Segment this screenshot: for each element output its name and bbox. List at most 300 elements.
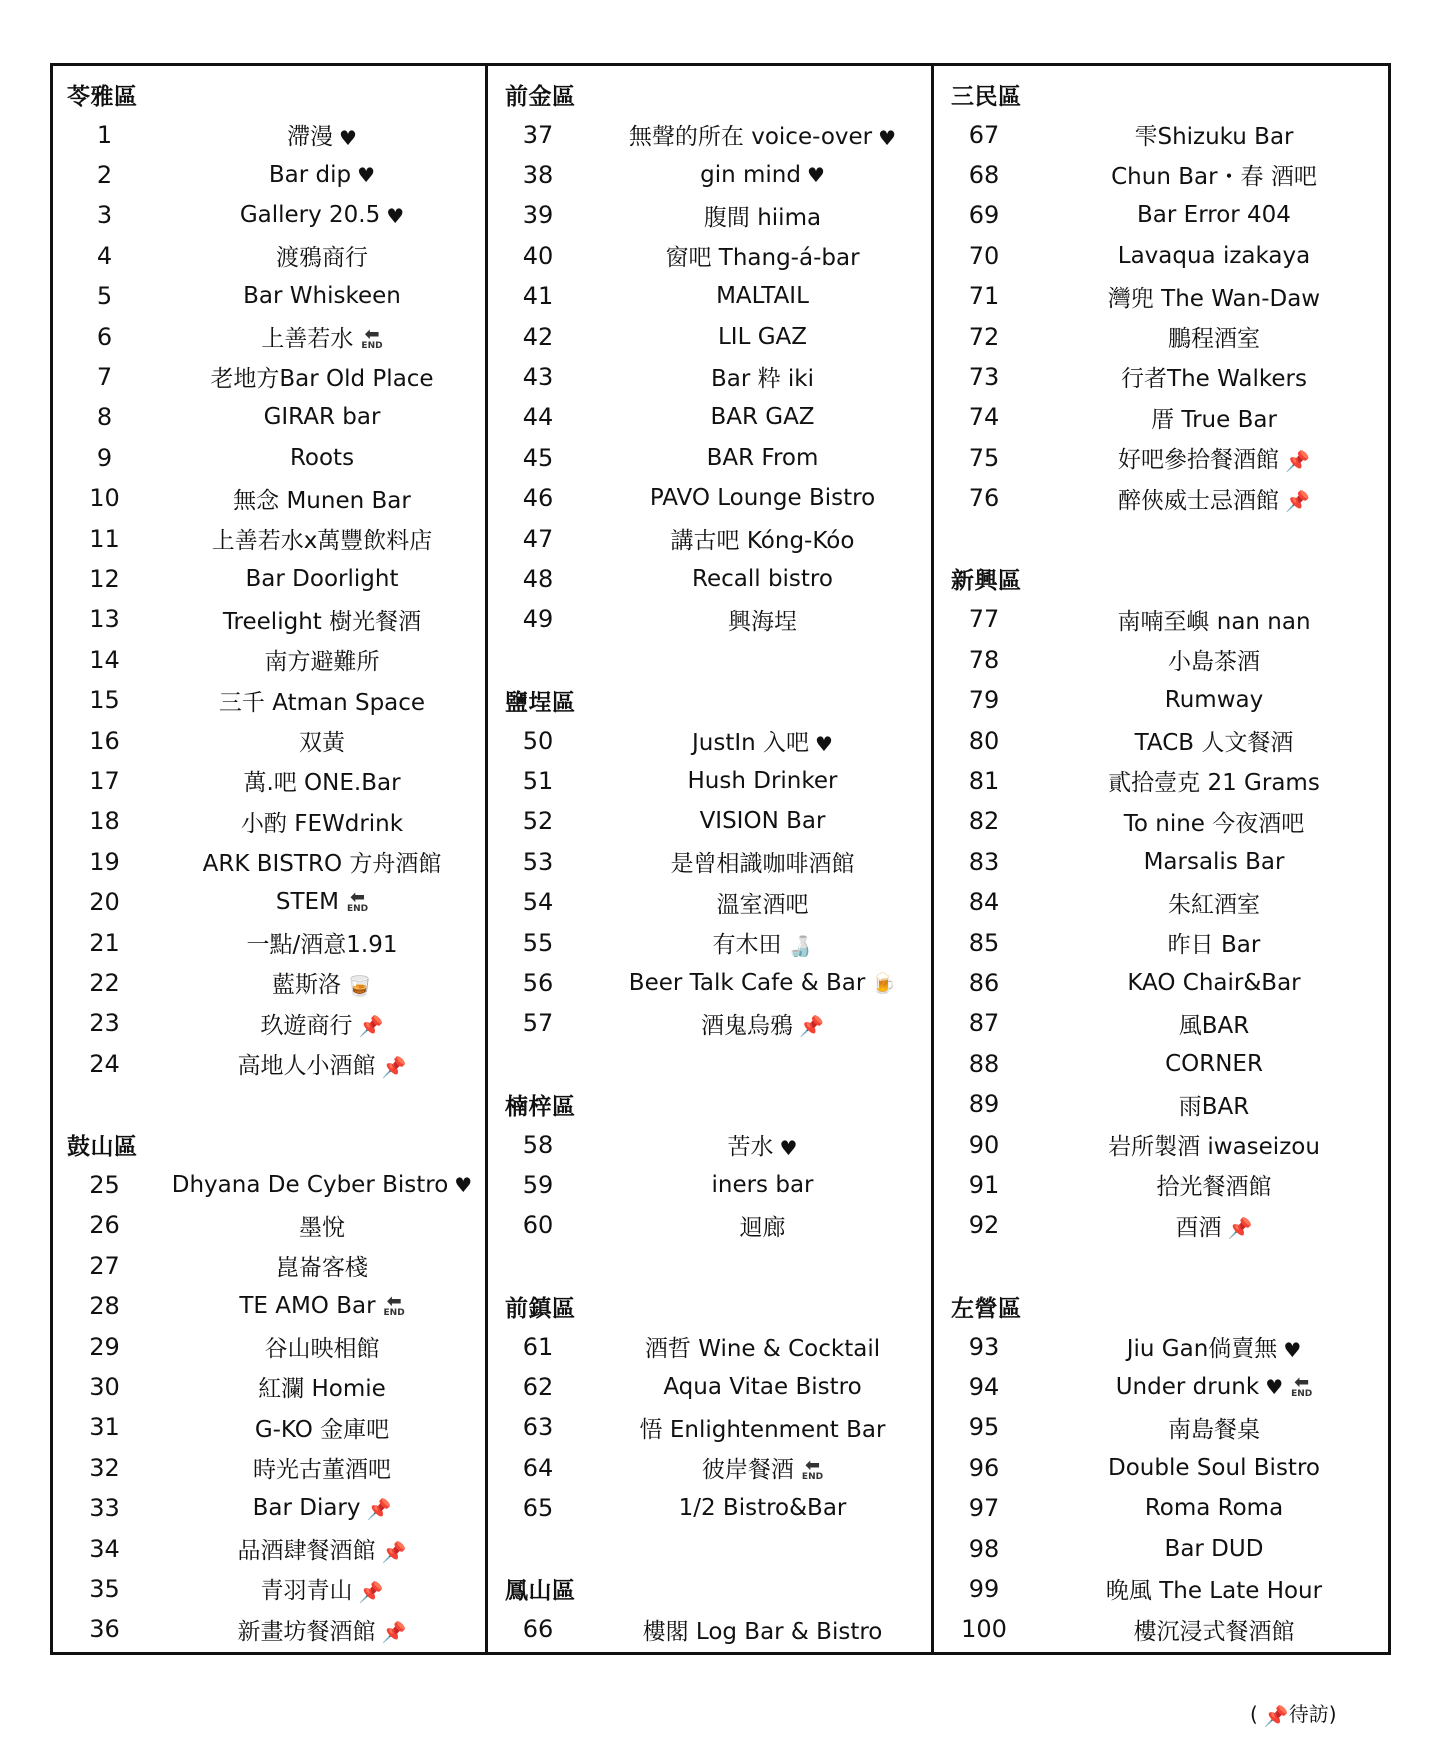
table-row xyxy=(53,316,485,356)
bar-name: 醉俠威士忌酒館 xyxy=(1118,487,1280,514)
bar-name-cell xyxy=(1040,1455,1388,1481)
bar-name-cell xyxy=(594,603,931,636)
table-row xyxy=(931,1528,1388,1568)
bar-name-cell xyxy=(1040,1572,1388,1605)
bar-name-cell xyxy=(594,845,931,878)
bar-name: LIL GAZ xyxy=(717,323,808,350)
row-number: 30 xyxy=(89,1372,120,1401)
bar-name: 墨悅 xyxy=(299,1214,345,1241)
heart-icon: ♥ xyxy=(806,163,825,188)
bar-name-cell xyxy=(594,283,931,309)
bar-name-cell xyxy=(1040,118,1388,151)
heart-icon: ♥ xyxy=(339,125,357,150)
row-number: 2 xyxy=(96,160,113,189)
row-number: 54 xyxy=(522,888,554,917)
bar-name-cell xyxy=(1040,401,1388,434)
bar-name-cell xyxy=(159,320,485,353)
bar-name: 樓閣 Log Bar & Bistro xyxy=(642,1618,883,1645)
bar-name-cell xyxy=(594,324,931,350)
row-number: 62 xyxy=(522,1372,554,1401)
bar-name: 品酒肆餐酒館 xyxy=(237,1538,376,1565)
bar-name: 時光古董酒吧 xyxy=(253,1457,391,1484)
bar-name: Bar Doorlight xyxy=(245,565,399,592)
table-row xyxy=(931,276,1388,316)
bar-name-cell xyxy=(1040,643,1388,676)
row-number: 93 xyxy=(968,1332,1000,1361)
row-number: 43 xyxy=(522,362,554,391)
row-number: 66 xyxy=(522,1615,554,1644)
bar-name: 小島茶酒 xyxy=(1168,649,1260,676)
table-row xyxy=(485,761,931,801)
row-number: 23 xyxy=(89,1009,120,1038)
table-row xyxy=(931,1044,1388,1084)
bar-name-cell xyxy=(1040,320,1388,353)
table-row xyxy=(485,397,931,437)
table-row xyxy=(53,1528,485,1568)
table-row xyxy=(53,276,485,316)
table-row xyxy=(931,438,1388,478)
end-text: END xyxy=(346,904,369,915)
table-row xyxy=(931,1205,1388,1245)
district-header-row xyxy=(53,74,485,114)
row-number: 58 xyxy=(522,1130,554,1159)
row-number: 85 xyxy=(968,928,1000,957)
row-number: 19 xyxy=(89,847,120,876)
table-row xyxy=(485,922,931,962)
bar-name: 岩所製酒 iwaseizou xyxy=(1108,1134,1320,1161)
bar-name-cell xyxy=(594,1007,931,1040)
bar-name: 興海埕 xyxy=(728,608,797,635)
bar-name-cell xyxy=(594,485,931,511)
table-row xyxy=(53,640,485,680)
bar-name-cell xyxy=(1040,687,1388,713)
table-row xyxy=(931,316,1388,356)
blank-row xyxy=(485,1528,931,1568)
table-row xyxy=(53,559,485,599)
legend xyxy=(1250,1698,1337,1728)
bar-name: ARK BISTRO 方舟酒館 xyxy=(202,851,442,878)
table-row xyxy=(485,276,931,316)
table-row xyxy=(485,438,931,478)
bar-name: 悟 Enlightenment Bar xyxy=(639,1416,886,1443)
bar-name: Roots xyxy=(289,444,355,471)
row-number: 1 xyxy=(96,120,113,149)
bar-name: 上善若水 xyxy=(261,326,354,353)
row-number: 27 xyxy=(89,1251,120,1280)
blank-row xyxy=(485,1044,931,1084)
bar-name: 無聲的所在 voice-over xyxy=(628,124,873,151)
bar-name-cell xyxy=(159,1572,485,1605)
bar-name-cell xyxy=(159,162,485,188)
bar-name-cell xyxy=(159,926,485,959)
table-row xyxy=(53,195,485,235)
row-number: 67 xyxy=(968,120,1000,149)
bar-name-cell xyxy=(1040,158,1388,191)
bar-name: Under drunk xyxy=(1115,1373,1260,1400)
row-number: 3 xyxy=(96,201,113,230)
bar-name: Treelight 樹光餐酒 xyxy=(222,608,422,635)
end-arrow-glyph: ⬅ xyxy=(1294,1371,1310,1393)
pushpin-icon: 📌 xyxy=(358,1579,384,1604)
bar-name: G-KO 金庫吧 xyxy=(254,1416,390,1443)
bar-name-cell xyxy=(159,404,485,430)
bar-name-cell xyxy=(1040,886,1388,919)
bar-name: KAO Chair&Bar xyxy=(1127,969,1301,996)
bar-name: Hush Drinker xyxy=(687,767,838,794)
bar-name: 雫Shizuku Bar xyxy=(1134,124,1294,151)
bar-name-cell xyxy=(159,643,485,676)
row-number: 39 xyxy=(522,201,554,230)
row-number: 60 xyxy=(522,1211,554,1240)
row-number: 70 xyxy=(968,241,1000,270)
bar-name-cell xyxy=(1040,243,1388,269)
row-number: 6 xyxy=(96,322,113,351)
table-row xyxy=(53,1448,485,1488)
bar-name: PAVO Lounge Bistro xyxy=(649,485,876,512)
bar-name: 新畫坊餐酒館 xyxy=(237,1618,376,1645)
table-row xyxy=(485,559,931,599)
bar-name: CORNER xyxy=(1165,1050,1263,1077)
heart-icon: ♥ xyxy=(357,163,376,188)
table-row xyxy=(485,357,931,397)
bar-name: JustIn 入吧 xyxy=(692,730,810,757)
district-header-row xyxy=(931,74,1388,114)
bar-name: 溫室酒吧 xyxy=(716,891,809,918)
row-number: 24 xyxy=(89,1049,120,1078)
bar-name-cell xyxy=(159,845,485,878)
bar-name: 青羽青山 xyxy=(260,1578,353,1605)
bar-name-cell xyxy=(594,360,931,393)
bar-name-cell xyxy=(1040,202,1388,228)
bar-name-cell xyxy=(1040,1330,1388,1363)
pushpin-icon: 📌 xyxy=(366,1496,392,1521)
bar-name-cell xyxy=(159,1532,485,1565)
bar-name-cell xyxy=(594,445,931,471)
bar-name-cell xyxy=(594,1209,931,1242)
legend-text: 待訪 xyxy=(1288,1702,1329,1726)
end-arrow-glyph: ⬅ xyxy=(386,1291,402,1313)
row-number: 59 xyxy=(522,1170,554,1199)
table-row xyxy=(53,680,485,720)
table-row xyxy=(53,397,485,437)
table-row xyxy=(53,438,485,478)
bar-name-cell xyxy=(159,1370,485,1403)
bar-name-cell xyxy=(1040,724,1388,757)
table-row xyxy=(931,963,1388,1003)
bar-name: 玖遊商行 xyxy=(260,1012,353,1039)
bar-name: 厝 True Bar xyxy=(1151,406,1277,433)
bar-name-cell xyxy=(159,724,485,757)
row-number: 56 xyxy=(522,968,554,997)
bar-name-cell xyxy=(1040,1007,1388,1040)
pushpin-icon: 📌 xyxy=(381,1620,407,1645)
district-name: 前鎮區 xyxy=(505,1295,576,1322)
table-row xyxy=(53,1569,485,1609)
bar-name: iners bar xyxy=(711,1171,814,1198)
table-row xyxy=(931,114,1388,154)
district-header-row xyxy=(931,1286,1388,1326)
bar-name-cell xyxy=(1040,1168,1388,1201)
table-row xyxy=(931,842,1388,882)
bar-name-cell xyxy=(1040,764,1388,797)
blank-row xyxy=(53,1084,485,1124)
bar-name: 南方避難所 xyxy=(264,649,380,676)
district-name: 楠梓區 xyxy=(505,1093,576,1120)
table-row xyxy=(53,842,485,882)
row-number: 40 xyxy=(522,241,554,270)
row-number: 53 xyxy=(522,847,554,876)
table-row xyxy=(931,882,1388,922)
bar-name-cell xyxy=(1040,603,1388,636)
bar-name: 高地人小酒館 xyxy=(237,1053,376,1080)
bar-name-cell xyxy=(159,360,485,393)
bar-name-cell xyxy=(1040,1613,1388,1646)
row-number: 90 xyxy=(968,1130,1000,1159)
bar-name-cell xyxy=(1040,1371,1388,1400)
bar-name: 滯漫 xyxy=(287,124,334,151)
bar-name: Beer Talk Cafe & Bar xyxy=(628,969,866,996)
bar-name: 苦水 xyxy=(727,1134,774,1161)
row-number: 98 xyxy=(968,1534,1000,1563)
row-number: 41 xyxy=(522,282,554,311)
bar-name: 渡鴉商行 xyxy=(276,245,368,272)
table-row xyxy=(485,882,931,922)
table-row xyxy=(53,761,485,801)
end-arrow-icon xyxy=(361,324,383,352)
bar-name: 是曾相識咖啡酒館 xyxy=(670,851,855,878)
row-number: 51 xyxy=(522,766,554,795)
row-number: 25 xyxy=(89,1170,120,1199)
bar-name: 1/2 Bistro&Bar xyxy=(678,1495,847,1522)
table-row xyxy=(931,397,1388,437)
bar-name: 一點/酒意1.91 xyxy=(246,932,398,959)
bar-name: Aqua Vitae Bistro xyxy=(663,1373,862,1400)
bar-name: MALTAIL xyxy=(716,283,809,310)
bar-name-cell xyxy=(159,118,485,151)
bar-name-cell xyxy=(594,1411,931,1444)
district-name: 苓雅區 xyxy=(67,83,138,110)
end-arrow-icon xyxy=(801,1455,824,1483)
end-text: END xyxy=(383,1308,405,1319)
bar-name: 南島餐桌 xyxy=(1168,1416,1260,1443)
table-row xyxy=(53,1044,485,1084)
end-arrow-glyph: ⬅ xyxy=(349,887,366,909)
pushpin-icon: 📌 xyxy=(1285,448,1310,473)
bar-name-cell xyxy=(159,1172,485,1198)
row-number: 78 xyxy=(968,645,1000,674)
row-number: 81 xyxy=(968,766,1000,795)
row-number: 7 xyxy=(96,362,113,391)
bar-name: Dhyana De Cyber Bistro xyxy=(171,1171,449,1198)
bar-name: Marsalis Bar xyxy=(1143,848,1285,875)
bar-name: BAR GAZ xyxy=(710,404,815,431)
table-row xyxy=(485,842,931,882)
table-row xyxy=(485,1003,931,1043)
bar-name-cell xyxy=(594,1374,931,1400)
bar-name-cell xyxy=(159,1330,485,1363)
bar-name: 鵬程酒室 xyxy=(1168,326,1260,353)
heart-icon: ♥ xyxy=(386,203,405,228)
table-row xyxy=(931,1367,1388,1407)
bar-name-cell xyxy=(1040,482,1388,515)
bar-name-cell xyxy=(1040,360,1388,393)
bar-name-cell xyxy=(159,1613,485,1646)
table-row xyxy=(53,1367,485,1407)
bar-name: Double Soul Bistro xyxy=(1108,1454,1320,1481)
bar-name: 萬.吧 ONE.Bar xyxy=(243,770,401,797)
row-number: 42 xyxy=(522,322,554,351)
table-row xyxy=(485,1609,931,1649)
table-row xyxy=(53,357,485,397)
row-number: 99 xyxy=(968,1574,1000,1603)
row-number: 20 xyxy=(89,888,120,917)
table-row xyxy=(931,1569,1388,1609)
bar-name-cell xyxy=(594,404,931,430)
bar-name: 風BAR xyxy=(1178,1012,1250,1039)
row-number: 71 xyxy=(968,282,1000,311)
bar-name-cell xyxy=(159,1451,485,1484)
row-number: 76 xyxy=(968,484,1000,513)
table-row xyxy=(931,1003,1388,1043)
table-row xyxy=(931,599,1388,639)
row-number: 84 xyxy=(968,888,1000,917)
district-name: 三民區 xyxy=(951,83,1022,110)
bar-name-cell xyxy=(594,522,931,555)
table-row xyxy=(931,801,1388,841)
bar-name-cell xyxy=(594,199,931,232)
row-number: 65 xyxy=(522,1494,554,1523)
table-row xyxy=(53,1407,485,1447)
bar-name-cell xyxy=(1040,1495,1388,1521)
bar-name: GIRAR bar xyxy=(263,404,381,431)
row-number: 17 xyxy=(89,766,120,795)
bar-name-cell xyxy=(159,1411,485,1444)
bar-name: 酒哲 Wine & Cocktail xyxy=(644,1336,881,1363)
table-row xyxy=(53,1205,485,1245)
bar-name-cell xyxy=(594,768,931,794)
heart-icon: ♥ xyxy=(779,1135,798,1160)
row-number: 18 xyxy=(89,807,120,836)
table-row xyxy=(931,1124,1388,1164)
table-row xyxy=(485,1488,931,1528)
row-number: 16 xyxy=(89,726,120,755)
row-number: 38 xyxy=(522,160,554,189)
bar-name: Bar Whiskeen xyxy=(243,283,401,310)
pushpin-icon: 📌 xyxy=(381,1054,407,1079)
bar-name-cell xyxy=(159,603,485,636)
table-row xyxy=(485,316,931,356)
table-row xyxy=(931,1609,1388,1649)
blank-row xyxy=(485,1246,931,1286)
heart-icon: ♥ xyxy=(454,1173,473,1198)
bar-name: 彼岸餐酒 xyxy=(701,1457,794,1484)
table-row xyxy=(53,1488,485,1528)
table-row xyxy=(485,518,931,558)
row-number: 46 xyxy=(522,484,554,513)
table-row xyxy=(931,1407,1388,1447)
blank-row xyxy=(931,1246,1388,1286)
table-row xyxy=(931,1488,1388,1528)
row-number: 88 xyxy=(968,1049,1000,1078)
district-header-row xyxy=(485,1569,931,1609)
table-row xyxy=(931,1448,1388,1488)
bar-name: gin mind xyxy=(700,161,801,188)
row-number: 10 xyxy=(89,484,120,513)
row-number: 73 xyxy=(968,362,1000,391)
bar-name: 無念 Munen Bar xyxy=(233,487,411,514)
bar-name: 上善若水x萬豐飲料店 xyxy=(211,528,433,555)
row-number: 44 xyxy=(522,403,554,432)
row-number: 34 xyxy=(89,1534,120,1563)
bar-name-cell xyxy=(1040,1411,1388,1444)
bar-name-cell xyxy=(1040,441,1388,474)
bar-name-cell xyxy=(159,522,485,555)
table-row xyxy=(485,1165,931,1205)
table-row xyxy=(53,720,485,760)
end-arrow-icon xyxy=(1291,1371,1313,1399)
table-row xyxy=(485,1326,931,1366)
blank-row xyxy=(931,518,1388,558)
table-row xyxy=(53,478,485,518)
bar-name: Lavaqua izakaya xyxy=(1117,242,1311,269)
bar-name-cell xyxy=(594,1451,931,1484)
bar-name: 藍斯洛 xyxy=(272,972,342,999)
bar-name: VISION Bar xyxy=(699,808,826,835)
district-name: 鳳山區 xyxy=(505,1578,576,1605)
row-number: 9 xyxy=(96,443,113,472)
row-number: 15 xyxy=(89,686,120,715)
bar-name: 崑崙客棧 xyxy=(276,1255,368,1282)
bar-name: 朱紅酒室 xyxy=(1168,891,1260,918)
end-arrow-icon xyxy=(383,1291,405,1319)
table-row xyxy=(931,478,1388,518)
row-number: 100 xyxy=(961,1615,1007,1644)
bar-name-cell xyxy=(159,445,485,471)
bar-name: BAR From xyxy=(706,444,819,471)
bar-name: 有木田 xyxy=(712,932,782,959)
bar-name: Roma Roma xyxy=(1144,1495,1284,1522)
table-row xyxy=(931,680,1388,720)
bar-name-cell xyxy=(594,118,931,151)
bar-name-cell xyxy=(159,966,485,999)
bar-name-cell xyxy=(1040,805,1388,838)
bar-name: TACB 人文餐酒 xyxy=(1134,730,1294,757)
table-row xyxy=(931,1165,1388,1205)
bar-list-table xyxy=(50,63,1391,1655)
table-row xyxy=(53,1609,485,1649)
row-number: 26 xyxy=(89,1211,120,1240)
district-header-row xyxy=(53,1124,485,1164)
table-row xyxy=(485,1367,931,1407)
bar-name: To nine 今夜酒吧 xyxy=(1123,810,1305,837)
bar-name: 谷山映相館 xyxy=(264,1336,380,1363)
bar-name: 小酌 FEWdrink xyxy=(240,810,404,837)
heart-icon: ♥ xyxy=(1265,1375,1284,1400)
row-number: 49 xyxy=(522,605,554,634)
row-number: 63 xyxy=(522,1413,554,1442)
bar-name-cell xyxy=(1040,1209,1388,1242)
table-row xyxy=(931,1326,1388,1366)
row-number: 91 xyxy=(968,1170,1000,1199)
row-number: 92 xyxy=(968,1211,1000,1240)
district-header-row xyxy=(485,1286,931,1326)
sake-bottle-icon: 🍶 xyxy=(787,933,813,958)
column-divider xyxy=(588,66,591,1652)
bar-name: Bar Diary xyxy=(252,1495,361,1522)
bar-name: 老地方Bar Old Place xyxy=(210,366,434,393)
row-number: 80 xyxy=(968,726,1000,755)
bar-name: 腹間 hiima xyxy=(703,204,822,231)
